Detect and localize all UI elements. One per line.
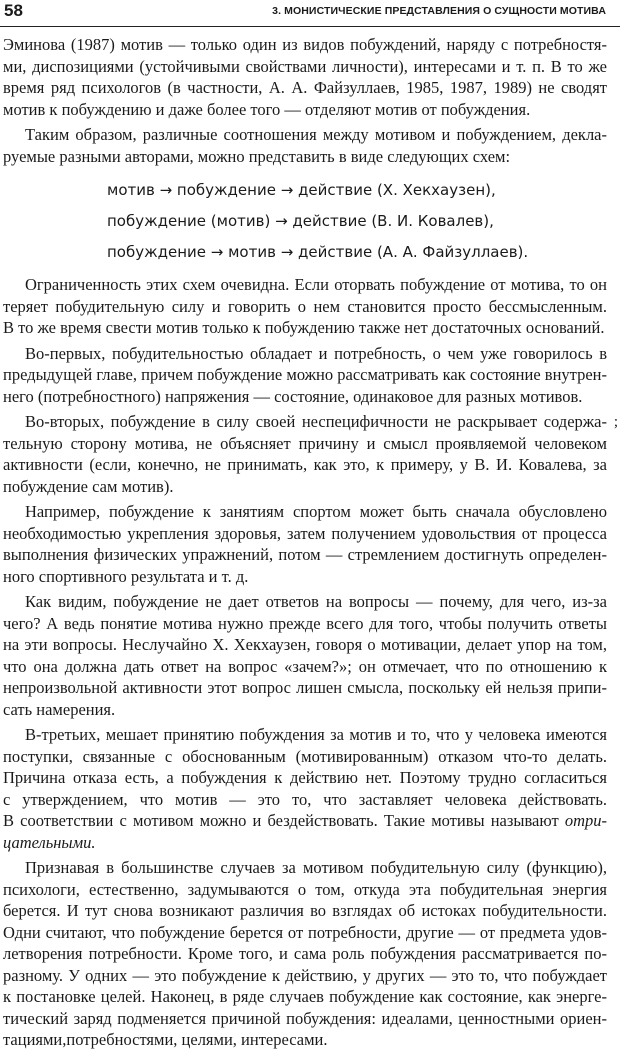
formula-line: мотив → побуждение → действие (Х. Хекхаузен), [107, 181, 496, 199]
text-line: него (потребностного) напряжения — состояние, одинаковое для разных мотивов. [3, 386, 583, 406]
text-line: ного спортивного результата и т. д. [3, 566, 249, 586]
text-line: побуждение сам мотив). [3, 476, 174, 496]
text-line [3, 810, 607, 832]
text-line: В то же время свести мотив только к побуждению также нет достаточных оснований. [3, 318, 605, 337]
page-header [0, 0, 620, 27]
formula-line: побуждение → мотив → действие (А. А. Файзуллаев). [107, 243, 529, 261]
text-line: Признавая в большинстве случаев за мотивом побудительную силу (функцию), [25, 858, 607, 877]
text-line: психологи, естественно, задумываются о том, откуда эта побудительная энергия [3, 879, 607, 899]
text-line: летворения потребности. Кроме того, и сама роль побуждения рассматривается по- [3, 944, 607, 963]
text-line: берется. И тут снова возникают различия во взглядах об истоках побудительности. [3, 901, 607, 920]
paragraph [3, 411, 607, 497]
text-line: теряет побудительную силу и говорить о нем становится просто бессмысленным. [3, 296, 607, 316]
text-line: что она должна дать ответ на вопрос «зачем?»; он отмечает, что по отношению к [3, 656, 607, 676]
text-line: тациями,потребностями, целями, интересами. [3, 1030, 328, 1049]
text-line [3, 832, 607, 854]
running-chapter-title: 3. МОНИСТИЧЕСКИЕ ПРЕДСТАВЛЕНИЯ О СУЩНОСТИ МОТИВА [272, 5, 606, 17]
paragraph [3, 857, 607, 1051]
text-line: мотив к побуждению и даже более того — отделяют мотив от побуждения. [3, 99, 531, 119]
text-line: время ряд психологов (в частности, А. А. Файзуллаев, 1985, 1987, 1989) не сводят [3, 78, 607, 97]
page-body [3, 34, 607, 1051]
text-line: Например, побуждение к занятиям спортом может быть сначала обусловлено [25, 502, 607, 521]
formula-block [3, 175, 607, 268]
paragraph [3, 501, 607, 587]
text-line: Во-первых, побудительностью обладает и потребность, о чем уже говорилось в [25, 343, 607, 363]
page-number: 58 [4, 1, 23, 20]
text-line: разному. У одних — это побуждение к действию, у других — это то, что побуждает [3, 965, 607, 985]
text-line: поступки, связанные с обоснованным (мотивированным) отказом что-то делать. [3, 746, 607, 766]
text-line: чего? А ведь понятие мотива нужно прежде всего для того, чтобы получить ответы [3, 613, 607, 633]
text-line: предыдущей главе, причем побуждение можно рассматривать как состояние внутрен- [3, 365, 607, 384]
text-segment: В соответствии с мотивом можно и бездействовать. Такие мотивы называют [3, 811, 559, 830]
text-line: ми, диспозициями (устойчивыми свойствами личности), интересами и т. п. В то же [3, 56, 607, 76]
text-line: тельную сторону мотива, не объясняет причину и смысл проявляемой человеком [3, 433, 607, 453]
text-line: Как видим, побуждение не дает ответов на вопросы — почему, для чего, из-за [25, 592, 607, 611]
text-line: активности (если, конечно, не принимать, как это, к примеру, у В. И. Ковалева, за [3, 455, 607, 474]
paragraph [3, 274, 607, 339]
text-line: непроизвольной активности этот вопрос лишен смысла, поскольку ей нельзя припи- [3, 678, 607, 697]
paragraph [3, 724, 607, 853]
text-line: необходимостью укрепления здоровья, затем получением удовольствия от процесса [3, 523, 607, 543]
text-line: тический заряд подменяется причиной побуждения: идеалами, ценностными ориен- [3, 1008, 607, 1028]
paragraph [3, 343, 607, 408]
paragraph [3, 591, 607, 720]
text-line: Причина отказа есть, а побуждения к действию нет. Поэтому трудно согласиться [3, 768, 607, 787]
italic-term: цательными. [3, 832, 96, 852]
text-line: руемые разными авторами, можно представить в виде следующих схем: [3, 146, 511, 166]
text-line: Ограниченность этих схем очевидна. Если оторвать побуждение от мотива, то он [25, 275, 607, 294]
text-line: Эминова (1987) мотив — только один из видов побуждений, наряду с потребностя- [3, 35, 607, 54]
text-line: на эти вопросы. Неслучайно Х. Хекхаузен, говоря о мотивации, делает упор на том, [3, 635, 607, 654]
margin-mark: ; [613, 414, 618, 430]
formula-line: побуждение (мотив) → действие (В. И. Ковалев), [107, 212, 494, 230]
text-line: Во-вторых, побуждение в силу своей неспецифичности не раскрывает содержа- [25, 412, 607, 431]
text-line: выполнения физических упражнений, потом — стремлением достигнуть определен- [3, 545, 607, 564]
italic-term: отри- [564, 811, 608, 830]
text-line: с утверждением, что мотив — это то, что заставляет человека действовать. [3, 789, 607, 809]
text-line: Одни считают, что побуждение берется от потребности, другие — от предмета удов- [3, 922, 607, 942]
text-line: Таким образом, различные соотношения между мотивом и побуждением, декла- [25, 125, 607, 144]
text-line: сать намерения. [3, 699, 116, 719]
text-line: В-третьих, мешает принятию побуждения за мотив и то, что у человека имеются [25, 725, 607, 744]
paragraph [3, 34, 607, 120]
paragraph [3, 124, 607, 167]
text-line: к постановке целей. Наконец, в ряде случаев побуждение как состояние, как энерге- [3, 987, 607, 1006]
